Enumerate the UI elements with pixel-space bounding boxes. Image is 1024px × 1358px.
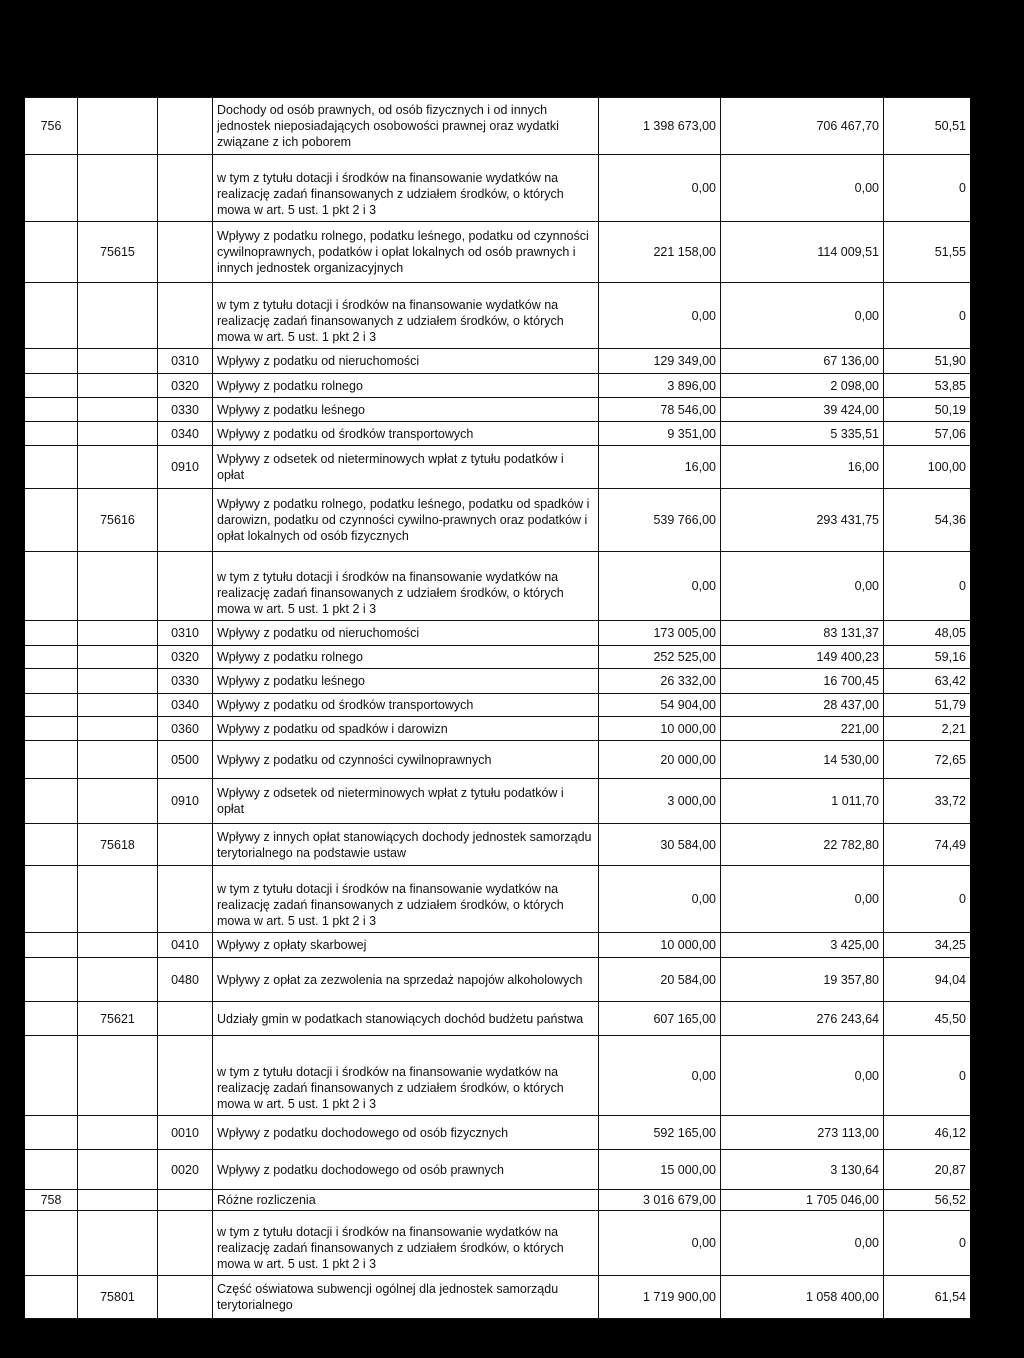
dzial-cell	[25, 1211, 77, 1275]
rozdzial-cell	[77, 374, 157, 397]
plan-cell: 54 904,00	[598, 694, 720, 716]
plan-cell: 129 349,00	[598, 349, 720, 373]
percent-cell: 33,72	[883, 779, 970, 823]
plan-cell: 3 000,00	[598, 779, 720, 823]
paragraf-cell: 0320	[157, 646, 212, 668]
table-row	[25, 283, 970, 349]
plan-cell: 0,00	[598, 1036, 720, 1115]
dzial-cell	[25, 1002, 77, 1035]
rozdzial-cell	[77, 866, 157, 932]
execution-cell: 2 098,00	[720, 374, 883, 397]
table-row	[25, 779, 970, 824]
paragraf-cell: 0500	[157, 741, 212, 778]
paragraf-cell: 0480	[157, 958, 212, 1001]
dzial-cell	[25, 1036, 77, 1115]
execution-cell: 16,00	[720, 446, 883, 488]
description-cell: Wpływy z podatku od czynności cywilnoprawnych	[212, 741, 598, 778]
execution-cell: 3 425,00	[720, 933, 883, 957]
dzial-cell	[25, 446, 77, 488]
table-row	[25, 398, 970, 422]
rozdzial-cell	[77, 155, 157, 221]
table-row	[25, 1116, 970, 1150]
rozdzial-cell: 75616	[77, 489, 157, 551]
rozdzial-cell	[77, 1211, 157, 1275]
percent-cell: 51,79	[883, 694, 970, 716]
rozdzial-cell	[77, 422, 157, 445]
execution-cell: 16 700,45	[720, 669, 883, 693]
plan-cell: 0,00	[598, 1211, 720, 1275]
paragraf-cell: 0410	[157, 933, 212, 957]
plan-cell: 221 158,00	[598, 222, 720, 282]
plan-cell: 0,00	[598, 866, 720, 932]
execution-cell: 293 431,75	[720, 489, 883, 551]
execution-cell: 14 530,00	[720, 741, 883, 778]
dzial-cell	[25, 489, 77, 551]
percent-cell: 50,51	[883, 98, 970, 154]
dzial-cell: 756	[40, 119, 62, 133]
rozdzial-cell	[77, 283, 157, 348]
description-cell: Wpływy z podatku dochodowego od osób fizycznych	[212, 1116, 598, 1149]
description-cell: Wpływy z podatku rolnego	[212, 646, 598, 668]
dzial-cell	[25, 374, 77, 397]
rozdzial-cell	[77, 1190, 157, 1210]
percent-cell: 0	[883, 866, 970, 932]
rozdzial-cell: 75615	[77, 222, 157, 282]
description-cell: Wpływy z podatku od nieruchomości	[212, 621, 598, 645]
percent-cell: 59,16	[883, 646, 970, 668]
percent-cell: 46,12	[883, 1116, 970, 1149]
description-cell: Wpływy z podatku rolnego, podatku leśnego, podatku od spadków i darowizn, podatku od czynności cywilno-prawnych oraz podatków i opłat lokalnych od osób fizycznych	[212, 489, 598, 551]
dzial-cell	[25, 1116, 77, 1149]
table-row	[25, 374, 970, 398]
rozdzial-cell	[77, 1116, 157, 1149]
table-row	[25, 933, 970, 958]
rozdzial-cell	[77, 1036, 157, 1115]
percent-cell: 54,36	[883, 489, 970, 551]
description-cell: Wpływy z podatku rolnego, podatku leśnego, podatku od czynności cywilnoprawnych, podatków i opłat lokalnych od osób prawnych i innych jednostek organizacyjnych	[212, 222, 598, 282]
percent-cell: 34,25	[883, 933, 970, 957]
rozdzial-cell	[77, 552, 157, 620]
paragraf-cell: 0310	[157, 349, 212, 373]
table-row	[25, 646, 970, 669]
paragraf-cell: 0330	[157, 669, 212, 693]
percent-cell: 100,00	[883, 446, 970, 488]
execution-cell: 1 705 046,00	[720, 1190, 883, 1210]
dzial-cell	[25, 1150, 77, 1189]
plan-cell: 9 351,00	[598, 422, 720, 445]
table-row	[25, 741, 970, 779]
rozdzial-cell	[77, 349, 157, 373]
table-row	[25, 97, 970, 155]
paragraf-cell: 0340	[157, 422, 212, 445]
description-cell: w tym z tytułu dotacji i środków na finansowanie wydatków na realizację zadań finansowanych z udziałem środków, o których mowa w art. 5 ust. 1 pkt 2 i 3	[212, 1211, 598, 1275]
execution-cell: 0,00	[720, 552, 883, 620]
dzial-cell	[25, 222, 77, 282]
execution-cell: 83 131,37	[720, 621, 883, 645]
description-cell: Wpływy z podatku od środków transportowych	[212, 422, 598, 445]
plan-cell: 173 005,00	[598, 621, 720, 645]
paragraf-cell	[157, 283, 212, 348]
dzial-cell	[25, 398, 77, 421]
plan-cell: 1 719 900,00	[598, 1276, 720, 1318]
table-row	[25, 694, 970, 717]
execution-cell: 0,00	[720, 155, 883, 221]
paragraf-cell	[157, 489, 212, 551]
execution-cell: 276 243,64	[720, 1002, 883, 1035]
table-row	[25, 824, 970, 866]
table-row	[25, 1276, 970, 1319]
percent-cell: 56,52	[883, 1190, 970, 1210]
rozdzial-cell	[77, 1150, 157, 1189]
execution-cell: 19 357,80	[720, 958, 883, 1001]
plan-cell: 78 546,00	[598, 398, 720, 421]
description-cell: w tym z tytułu dotacji i środków na finansowanie wydatków na realizację zadań finansowanych z udziałem środków, o których mowa w art. 5 ust. 1 pkt 2 i 3	[212, 866, 598, 932]
plan-cell: 252 525,00	[598, 646, 720, 668]
rozdzial-cell	[77, 646, 157, 668]
plan-cell: 15 000,00	[598, 1150, 720, 1189]
table-row	[25, 349, 970, 374]
percent-cell: 61,54	[883, 1276, 970, 1318]
rozdzial-cell	[77, 741, 157, 778]
execution-cell: 5 335,51	[720, 422, 883, 445]
table-row	[25, 552, 970, 621]
dzial-cell	[25, 646, 77, 668]
execution-cell: 1 011,70	[720, 779, 883, 823]
dzial-cell	[25, 283, 77, 348]
plan-cell: 607 165,00	[598, 1002, 720, 1035]
table-row	[25, 155, 970, 222]
rozdzial-cell	[77, 933, 157, 957]
percent-cell: 50,19	[883, 398, 970, 421]
paragraf-cell	[157, 1276, 212, 1318]
paragraf-cell	[157, 866, 212, 932]
paragraf-cell	[157, 1211, 212, 1275]
rozdzial-cell	[77, 958, 157, 1001]
table-row	[25, 422, 970, 446]
description-cell: Wpływy z odsetek od nieterminowych wpłat z tytułu podatków i opłat	[212, 446, 598, 488]
dzial-cell	[25, 779, 77, 823]
rozdzial-cell	[77, 669, 157, 693]
execution-cell: 273 113,00	[720, 1116, 883, 1149]
table-row	[25, 222, 970, 283]
plan-cell: 0,00	[598, 552, 720, 620]
table-row	[25, 1036, 970, 1116]
paragraf-cell: 0020	[157, 1150, 212, 1189]
plan-cell: 0,00	[598, 283, 720, 348]
plan-cell: 0,00	[598, 155, 720, 221]
plan-cell: 539 766,00	[598, 489, 720, 551]
execution-cell: 706 467,70	[720, 98, 883, 154]
percent-cell: 0	[883, 1036, 970, 1115]
plan-cell: 3 016 679,00	[598, 1190, 720, 1210]
execution-cell: 0,00	[720, 283, 883, 348]
plan-cell: 3 896,00	[598, 374, 720, 397]
table-row	[25, 446, 970, 489]
execution-cell: 22 782,80	[720, 824, 883, 865]
rozdzial-cell	[77, 446, 157, 488]
percent-cell: 63,42	[883, 669, 970, 693]
execution-cell: 28 437,00	[720, 694, 883, 716]
paragraf-cell: 0360	[157, 717, 212, 740]
description-cell: Wpływy z podatku leśnego	[212, 669, 598, 693]
description-cell: Wpływy z podatku od spadków i darowizn	[212, 717, 598, 740]
rozdzial-cell	[77, 98, 157, 154]
paragraf-cell: 0310	[157, 621, 212, 645]
rozdzial-cell: 75618	[77, 824, 157, 865]
percent-cell: 53,85	[883, 374, 970, 397]
description-cell: Wpływy z podatku od środków transportowych	[212, 694, 598, 716]
paragraf-cell	[157, 552, 212, 620]
percent-cell: 51,90	[883, 349, 970, 373]
plan-cell: 26 332,00	[598, 669, 720, 693]
percent-cell: 48,05	[883, 621, 970, 645]
percent-cell: 74,49	[883, 824, 970, 865]
rozdzial-cell	[77, 717, 157, 740]
table-row	[25, 1211, 970, 1276]
rozdzial-cell: 75621	[77, 1002, 157, 1035]
dzial-cell	[25, 621, 77, 645]
budget-table	[25, 97, 970, 1319]
percent-cell: 57,06	[883, 422, 970, 445]
description-cell: Dochody od osób prawnych, od osób fizycznych i od innych jednostek nieposiadających osobowości prawnej oraz wydatki związane z ich poborem	[212, 98, 598, 154]
description-cell: w tym z tytułu dotacji i środków na finansowanie wydatków na realizację zadań finansowanych z udziałem środków, o których mowa w art. 5 ust. 1 pkt 2 i 3	[212, 552, 598, 620]
table-row	[25, 621, 970, 646]
dzial-cell	[25, 1276, 77, 1318]
description-cell: Wpływy z odsetek od nieterminowych wpłat z tytułu podatków i opłat	[212, 779, 598, 823]
percent-cell: 0	[883, 283, 970, 348]
rozdzial-cell	[77, 621, 157, 645]
execution-cell: 221,00	[720, 717, 883, 740]
percent-cell: 51,55	[883, 222, 970, 282]
table-row	[25, 717, 970, 741]
execution-cell: 39 424,00	[720, 398, 883, 421]
paragraf-cell: 0910	[157, 446, 212, 488]
description-cell: Wpływy z opłat za zezwolenia na sprzedaż napojów alkoholowych	[212, 958, 598, 1001]
execution-cell: 3 130,64	[720, 1150, 883, 1189]
dzial-cell	[25, 694, 77, 716]
rozdzial-cell	[77, 779, 157, 823]
rozdzial-cell	[77, 694, 157, 716]
rozdzial-cell: 75801	[77, 1276, 157, 1318]
paragraf-cell: 0010	[157, 1116, 212, 1149]
dzial-cell	[25, 824, 77, 865]
description-cell: Wpływy z podatku od nieruchomości	[212, 349, 598, 373]
plan-cell: 592 165,00	[598, 1116, 720, 1149]
paragraf-cell: 0910	[157, 779, 212, 823]
dzial-cell	[25, 669, 77, 693]
percent-cell: 0	[883, 155, 970, 221]
dzial-cell	[25, 422, 77, 445]
description-cell: Wpływy z opłaty skarbowej	[212, 933, 598, 957]
plan-cell: 16,00	[598, 446, 720, 488]
paragraf-cell: 0330	[157, 398, 212, 421]
description-cell: Część oświatowa subwencji ogólnej dla jednostek samorządu terytorialnego	[212, 1276, 598, 1318]
percent-cell: 94,04	[883, 958, 970, 1001]
paragraf-cell	[157, 222, 212, 282]
description-cell: w tym z tytułu dotacji i środków na finansowanie wydatków na realizację zadań finansowanych z udziałem środków, o których mowa w art. 5 ust. 1 pkt 2 i 3	[212, 1036, 598, 1115]
execution-cell: 149 400,23	[720, 646, 883, 668]
dzial-cell	[25, 552, 77, 620]
plan-cell: 30 584,00	[598, 824, 720, 865]
paragraf-cell: 0340	[157, 694, 212, 716]
paragraf-cell	[157, 1036, 212, 1115]
dzial-cell	[25, 958, 77, 1001]
percent-cell: 2,21	[883, 717, 970, 740]
percent-cell: 20,87	[883, 1150, 970, 1189]
plan-cell: 1 398 673,00	[598, 98, 720, 154]
paragraf-cell	[157, 1190, 212, 1210]
description-cell: Wpływy z podatku dochodowego od osób prawnych	[212, 1150, 598, 1189]
plan-cell: 20 584,00	[598, 958, 720, 1001]
plan-cell: 10 000,00	[598, 933, 720, 957]
rozdzial-cell	[77, 398, 157, 421]
dzial-cell	[25, 155, 77, 221]
table-row	[25, 866, 970, 933]
table-row	[25, 1002, 970, 1036]
execution-cell: 0,00	[720, 1036, 883, 1115]
execution-cell: 0,00	[720, 866, 883, 932]
table-row	[25, 1190, 970, 1211]
description-cell: Wpływy z podatku rolnego	[212, 374, 598, 397]
paragraf-cell	[157, 155, 212, 221]
dzial-cell	[25, 933, 77, 957]
dzial-cell	[25, 741, 77, 778]
description-cell: Wpływy z innych opłat stanowiących dochody jednostek samorządu terytorialnego na podstawie ustaw	[212, 824, 598, 865]
description-cell: Wpływy z podatku leśnego	[212, 398, 598, 421]
description-cell: Różne rozliczenia	[212, 1190, 598, 1210]
percent-cell: 0	[883, 552, 970, 620]
plan-cell: 10 000,00	[598, 717, 720, 740]
table-row	[25, 489, 970, 552]
execution-cell: 1 058 400,00	[720, 1276, 883, 1318]
execution-cell: 0,00	[720, 1211, 883, 1275]
execution-cell: 67 136,00	[720, 349, 883, 373]
table-row	[25, 1150, 970, 1190]
paragraf-cell: 0320	[157, 374, 212, 397]
dzial-cell: 758	[40, 1193, 62, 1207]
paragraf-cell	[157, 98, 212, 154]
table-row	[25, 669, 970, 694]
execution-cell: 114 009,51	[720, 222, 883, 282]
paragraf-cell	[157, 1002, 212, 1035]
paragraf-cell	[157, 824, 212, 865]
dzial-cell	[25, 866, 77, 932]
percent-cell: 45,50	[883, 1002, 970, 1035]
plan-cell: 20 000,00	[598, 741, 720, 778]
description-cell: Udziały gmin w podatkach stanowiących dochód budżetu państwa	[212, 1002, 598, 1035]
description-cell: w tym z tytułu dotacji i środków na finansowanie wydatków na realizację zadań finansowanych z udziałem środków, o których mowa w art. 5 ust. 1 pkt 2 i 3	[212, 283, 598, 348]
percent-cell: 72,65	[883, 741, 970, 778]
dzial-cell	[25, 349, 77, 373]
percent-cell: 0	[883, 1211, 970, 1275]
table-row	[25, 958, 970, 1002]
dzial-cell	[25, 717, 77, 740]
description-cell: w tym z tytułu dotacji i środków na finansowanie wydatków na realizację zadań finansowanych z udziałem środków, o których mowa w art. 5 ust. 1 pkt 2 i 3	[212, 155, 598, 221]
